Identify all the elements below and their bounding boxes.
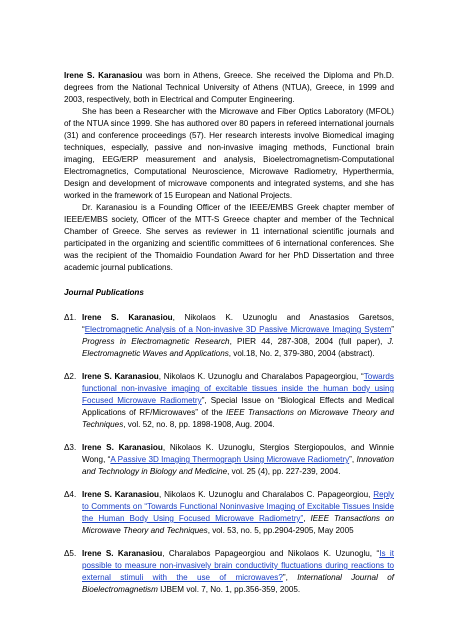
publication-lead-author: Irene S. Karanasiou (82, 313, 173, 322)
publication-venue: Progress in Electromagnetic Research (82, 337, 230, 346)
publication-connector: ”, Special Issue on “Biological Effects and Medical Applications of RF/Microwaves” of the (82, 396, 394, 417)
publication-authors: , Nikolaos K. Uzunoglu and Anastasios Garetsos, “ (82, 313, 394, 334)
publication-number: Δ4. (64, 490, 77, 499)
publication-connector: ”, (349, 455, 357, 464)
bio-paragraph-1-text: was born in Athens, Greece. She received the Diploma and Ph.D. degrees from the National Technical University of Athens (NTUA), Greece, in 1999 and 2003, respectively, both in Electrical and Computer Engineering. (64, 71, 394, 104)
publication-lead-author: Irene S. Karanasiou (82, 443, 163, 452)
publication-authors: , Nikolaos K. Uzunoglu and Charalabos C. Papageorgiou, (159, 490, 374, 499)
publication-number: Δ1. (64, 313, 77, 322)
publication-venue: Innovation and Technology in Biology and Medicine (82, 455, 394, 476)
publication-title-link[interactable]: Towards functional non-invasive imaging of excitable tissues inside the human body using Focused Microwave Radiometry (82, 372, 394, 405)
publication-title-link[interactable]: Electromagnetic Analysis of a Non-invasive 3D Passive Microwave Imaging System (84, 325, 392, 334)
bio-paragraph-2: She has been a Researcher with the Microwave and Fiber Optics Laboratory (MFOL) of the NTUA since 1999. She has authored over 80 papers in refereed international journals (31) and conference proceedings (57). Her research interests involve Biomedical imaging techniques, especially, passive and non-invasive imaging methods, Functional brain imaging, EEG/ERP measurement and analysis, Bioelectromagnetism-Computational Electromagnetics, Computational Neuroscience, Microwave Radiometry, Hyperthermia, Design and development of microwave components and integrated systems, and she has worked in the framework of 15 European and National Projects. (64, 107, 394, 200)
publication-details: , PIER 44, 287-308, 2004 (full paper), (229, 337, 388, 346)
publication-item (64, 442, 394, 478)
publication-lead-author: Irene S. Karanasiou (82, 490, 160, 499)
author-name: Irene S. Karanasiou (64, 71, 143, 80)
publication-item (64, 371, 394, 431)
section-heading-journal: Journal Publications (64, 288, 144, 297)
publication-number: Δ2. (64, 372, 77, 381)
publication-item (64, 489, 394, 537)
publication-item (64, 548, 394, 596)
publication-venue: IEEE Transactions on Microwave Theory and Techniques (82, 408, 394, 429)
publication-venue: International Journal of Bioelectromagnetism (82, 573, 394, 594)
publication-lead-author: Irene S. Karanasiou (82, 372, 159, 381)
publication-lead-author: Irene S. Karanasiou (82, 549, 163, 558)
bio-paragraph-3: Dr. Karanasiou is a Founding Officer of the IEEE/EMBS Greek chapter member of IEEE/EMBS society, Officer of the MTT-S Greece chapter and member of the Technical Chamber of Greece. She serves as reviewer in 11 international scientific journals and participated in the organizing and scientific committees of 6 international conferences. She was the recipient of the Thomaidio Foundation Award for her PhD Dissertation and three academic journal publications. (64, 203, 394, 272)
publication-venue-secondary: J. Electromagnetic Waves and Applications (82, 337, 394, 358)
publication-connector: , (303, 514, 311, 523)
publication-details: , vol. 25 (4), pp. 227-239, 2004. (227, 467, 341, 476)
publication-title-link[interactable]: A Passive 3D Imaging Thermograph Using Microwave Radiometry (110, 455, 350, 464)
publication-item (64, 312, 394, 360)
bio-paragraph-1 (64, 70, 394, 106)
publication-title-link[interactable]: Reply to Comments on “Towards Functional Noninvasive Imaging of Excitable Tissues Inside the Human Body Using Focused Microwave Radiometry” (82, 490, 394, 523)
publication-number: Δ3. (64, 443, 77, 452)
publication-venue: IEEE Transactions on Microwave Theory and Techniques (82, 514, 395, 535)
publication-details: IJBEM vol. 7, No. 1, pp.356-359, 2005. (157, 585, 301, 594)
publication-connector: ”, (282, 573, 298, 582)
publication-list (64, 312, 394, 596)
publication-number: Δ5. (64, 549, 77, 558)
publication-authors: , Nikolaos K. Uzunoglu, Stergios Stergiopoulos, and Winnie Wong, “ (82, 443, 394, 464)
publication-title-link[interactable]: Is it possible to measure non-invasively brain conductivity fluctuations during reactions to external stimuli with the use of microwaves? (82, 549, 394, 582)
publication-details: , vol. 52, no. 8, pp. 1898-1908, Aug. 2004. (123, 420, 275, 429)
publication-details-secondary: , vol.18, No. 2, 379-380, 2004 (abstract). (228, 349, 375, 358)
publication-authors: , Nikolaos K. Uzunoglu and Charalabos Papageorgiou, “ (158, 372, 364, 381)
publication-connector: ” (391, 325, 394, 334)
publication-details: , vol. 53, no. 5, pp.2904-2905, May 2005 (207, 526, 354, 535)
publication-authors: , Charalabos Papageorgiou and Nikolaos K. Uzunoglu, “ (162, 549, 380, 558)
